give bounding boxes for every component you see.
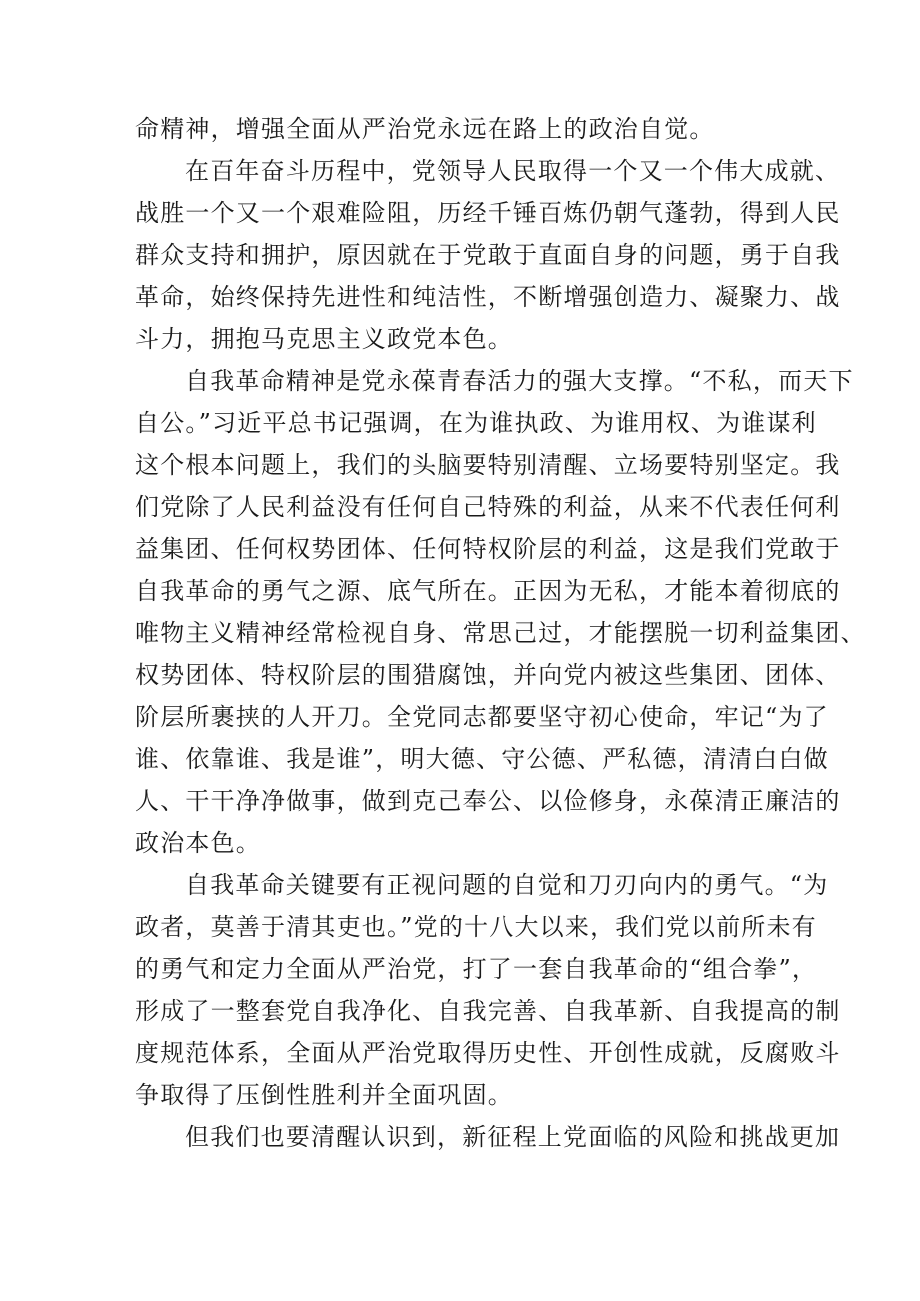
text-line: 政者，莫善于清其吏也。”党的十八大以来，我们党以前所未有: [135, 913, 817, 941]
text-line: 度规范体系，全面从严治党取得历史性、开创性成就，反腐败斗: [135, 1039, 841, 1067]
text-line: 自我革命的勇气之源、底气所在。正因为无私，才能本着彻底的: [135, 577, 841, 605]
text-line: 阶层所裹挟的人开刀。全党同志都要坚守初心使命，牢记“为了: [135, 703, 829, 731]
text-line: 争取得了压倒性胜利并全面巩固。: [135, 1081, 513, 1109]
text-line: 革命，始终保持先进性和纯洁性，不断增强创造力、凝聚力、战: [135, 283, 841, 311]
text-line: 自公。”习近平总书记强调，在为谁执政、为谁用权、为谁谋利: [135, 409, 817, 437]
text-line: 自我革命关键要有正视问题的自觉和刀刃向内的勇气。“为: [185, 871, 829, 899]
text-line: 政治本色。: [135, 829, 261, 857]
text-line: 斗力，拥抱马克思主义政党本色。: [135, 325, 513, 353]
text-line: 谁、依靠谁、我是谁”，明大德、守公德、严私德，清清白白做: [135, 745, 829, 773]
text-line: 益集团、任何权势团体、任何特权阶层的利益，这是我们党敢于: [135, 535, 841, 563]
text-line: 人、干干净净做事，做到克己奉公、以俭修身，永葆清正廉洁的: [135, 787, 841, 815]
text-line: 命精神，增强全面从严治党永远在路上的政治自觉。: [135, 115, 715, 143]
text-line: 群众支持和拥护，原因就在于党敢于直面自身的问题，勇于自我: [135, 241, 841, 269]
text-line: 形成了一整套党自我净化、自我完善、自我革新、自我提高的制: [135, 997, 841, 1025]
text-line: 这个根本问题上，我们的头脑要特别清醒、立场要特别坚定。我: [135, 451, 841, 479]
text-line: 在百年奋斗历程中，党领导人民取得一个又一个伟大成就、: [185, 157, 841, 185]
text-line: 但我们也要清醒认识到，新征程上党面临的风险和挑战更加: [185, 1123, 841, 1151]
text-line: 自我革命精神是党永葆青春活力的强大支撑。“不私，而天下: [185, 367, 854, 395]
text-line: 们党除了人民利益没有任何自己特殊的利益，从来不代表任何利: [135, 493, 841, 521]
text-line: 的勇气和定力全面从严治党，打了一套自我革命的“组合拳”，: [135, 955, 818, 983]
text-line: 战胜一个又一个艰难险阻，历经千锤百炼仍朝气蓬勃，得到人民: [135, 199, 841, 227]
text-line: 权势团体、特权阶层的围猎腐蚀，并向党内被这些集团、团体、: [135, 661, 841, 689]
document-page: [135, 108, 866, 1158]
text-line: 唯物主义精神经常检视自身、常思己过，才能摆脱一切利益集团、: [135, 619, 866, 647]
